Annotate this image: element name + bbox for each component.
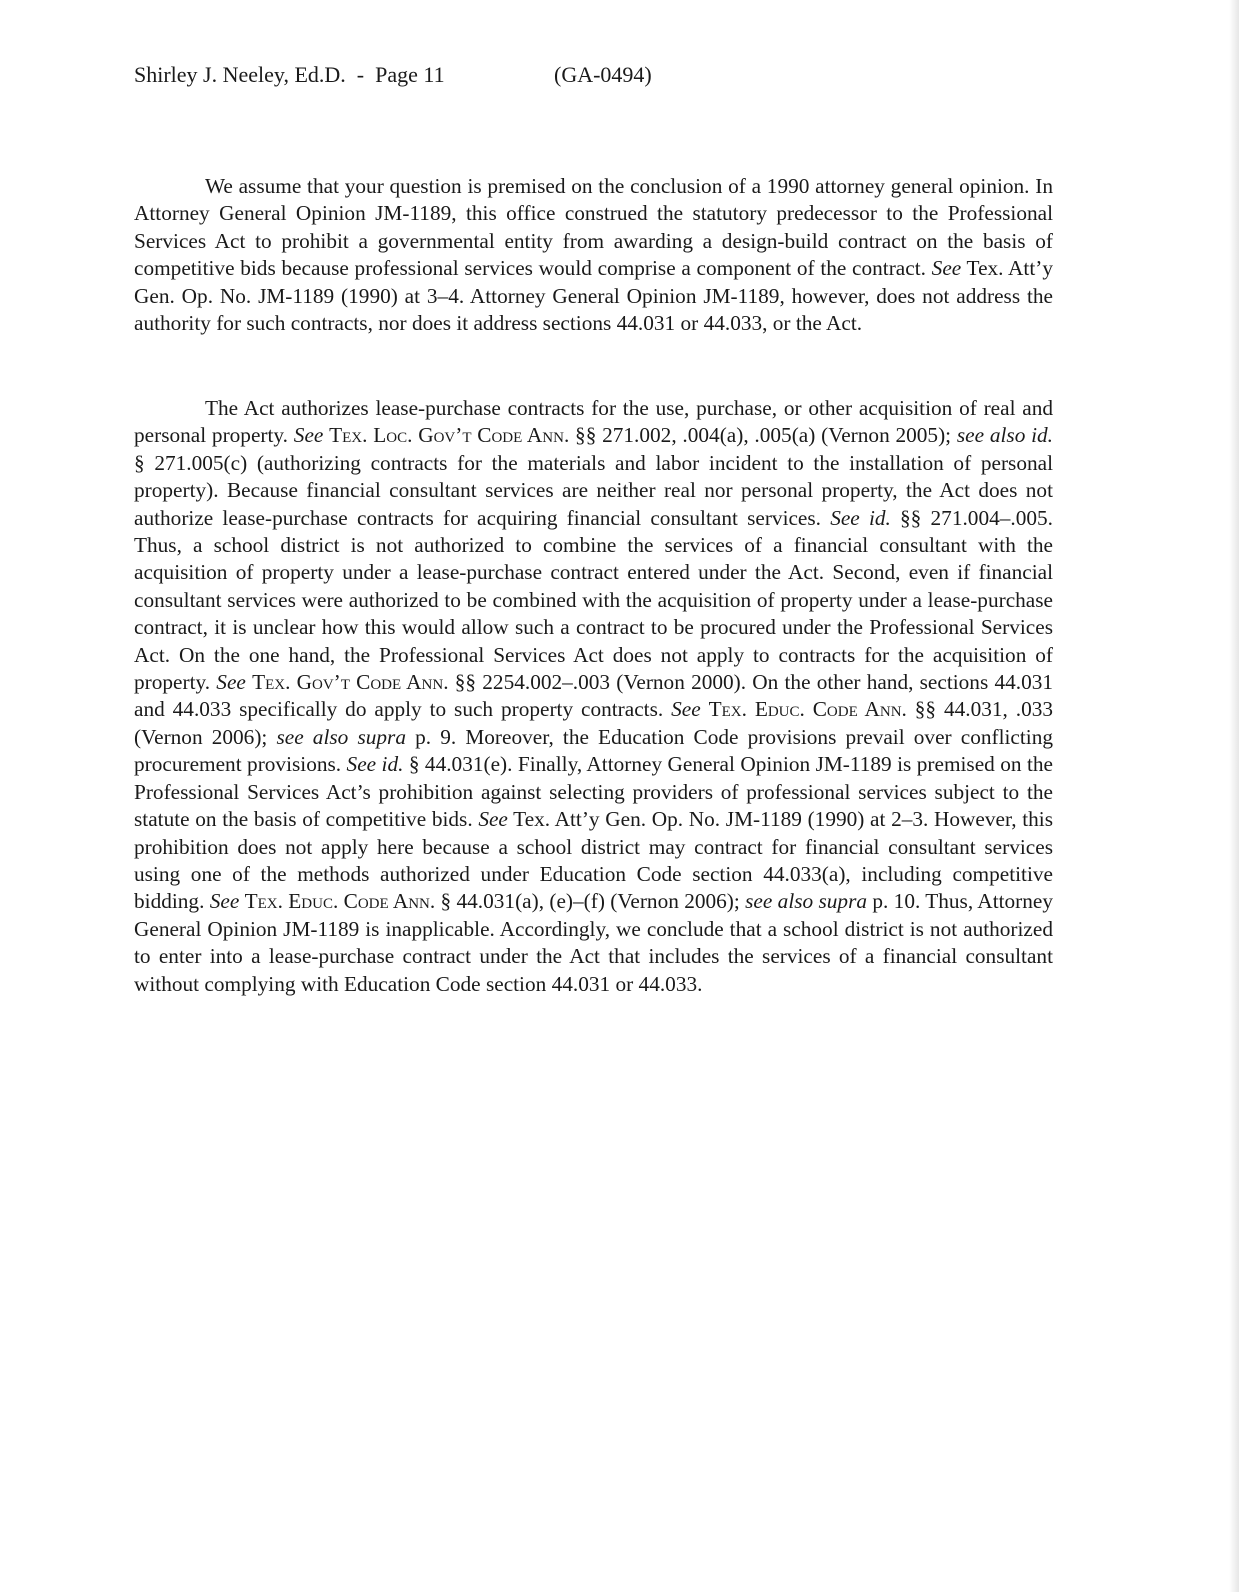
text-segment: Tex. Att’y Gen. Op. No. JM-1189 (1990) at 3–4. Attorney General Opinion JM-1189, however, does not address the authority for such contracts, nor does it address sections 44.031 or 44.033, or the Act.	[134, 256, 1053, 336]
text-segment: § 44.031(a), (e)–(f) (Vernon 2006);	[435, 889, 746, 914]
text-segment: The Act authorizes lease-purchase contracts for the use, purchase, or other acquisition of real and personal property.	[134, 396, 1053, 448]
citation-signal: see also id.	[956, 423, 1054, 448]
text-segment: We assume that your question is premised on the conclusion of a 1990 attorney general opinion. In Attorney General Opinion JM-1189, this office construed the statutory predecessor to the Professional Services Act to prohibit a governmental entity from awarding a design-build contract on the basis of competitive bids because professional services would comprise a component of the contract.	[134, 174, 1053, 281]
text-segment: p. 9. Moreover, the Education Code provisions prevail over conflicting procurement provisions.	[134, 724, 1054, 777]
text-segment: §§ 271.004–.005. Thus, a school district is not authorized to combine the services of a financial consultant with the acquisition of property under a lease-purchase contract entered under the Act. Second, even if financial consultant services were authorized to be combined with the acquisition of property under a lease-purchase contract, it is unclear how this would allow such a contract to be procured under the Professional Services Act. On the one hand, the Professional Services Act does not apply to contracts for the acquisition of property.	[134, 505, 1053, 695]
citation-signal: See	[216, 670, 246, 695]
citation-signal: See	[671, 697, 701, 722]
header-recipient-page: Shirley J. Neeley, Ed.D. - Page 11	[134, 62, 445, 87]
text-segment: § 44.031(e). Finally, Attorney General Opinion JM-1189 is premised on the Professional Services Act’s prohibition against selecting providers of professional services subject to the statute on the basis of competitive bids.	[134, 752, 1053, 832]
text-segment: §§ 44.031, .033 (Vernon 2006);	[134, 697, 1054, 749]
text-segment: §§ 271.002, .004(a), .005(a) (Vernon 2005);	[569, 423, 957, 448]
citation-signal: See	[478, 807, 508, 832]
citation-signal: see also supra	[745, 889, 868, 914]
text-segment: § 271.005(c) (authorizing contracts for the materials and labor incident to the installation of personal property). Because financial consultant services are neither real nor personal property, the Act does not authorize lease-purchase contracts for acquiring financial consultant services.	[134, 450, 1053, 530]
header-opinion-number: (GA-0494)	[554, 62, 652, 87]
statute-citation: Tex. Loc. Gov’t Code Ann.	[329, 423, 570, 448]
text-segment: §§ 2254.002–.003 (Vernon 2000). On the other hand, sections 44.031 and 44.033 specifically do apply to such property contracts.	[134, 670, 1054, 722]
citation-signal: see also supra	[276, 724, 406, 749]
citation-signal: See	[931, 256, 962, 281]
citation-signal: See	[209, 889, 240, 914]
citation-signal: See id.	[346, 752, 404, 777]
paragraph-1	[134, 173, 1053, 337]
statute-citation: Tex. Gov’t Code Ann.	[252, 670, 449, 695]
statute-citation: Tex. Educ. Code Ann.	[244, 889, 436, 914]
paragraph-2	[134, 395, 1053, 998]
text-segment: p. 10. Thus, Attorney General Opinion JM-1189 is inapplicable. Accordingly, we conclude that a school district is not authorized to enter into a lease-purchase contract under the Act that includes the services of a financial consultant without complying with Education Code section 44.031 or 44.033.	[134, 889, 1054, 996]
citation-signal: See id.	[830, 505, 891, 530]
page-header	[134, 60, 652, 90]
text-segment	[701, 697, 709, 721]
citation-signal: See	[293, 423, 324, 448]
scan-edge-shadow	[1229, 0, 1239, 1592]
statute-citation: Tex. Educ. Code Ann.	[708, 697, 907, 722]
text-segment: Tex. Att’y Gen. Op. No. JM-1189 (1990) at 2–3. However, this prohibition does not apply here because a school district may contract for financial consultant services using one of the methods authorized under Education Code section 44.033(a), including competitive bidding.	[134, 807, 1053, 914]
